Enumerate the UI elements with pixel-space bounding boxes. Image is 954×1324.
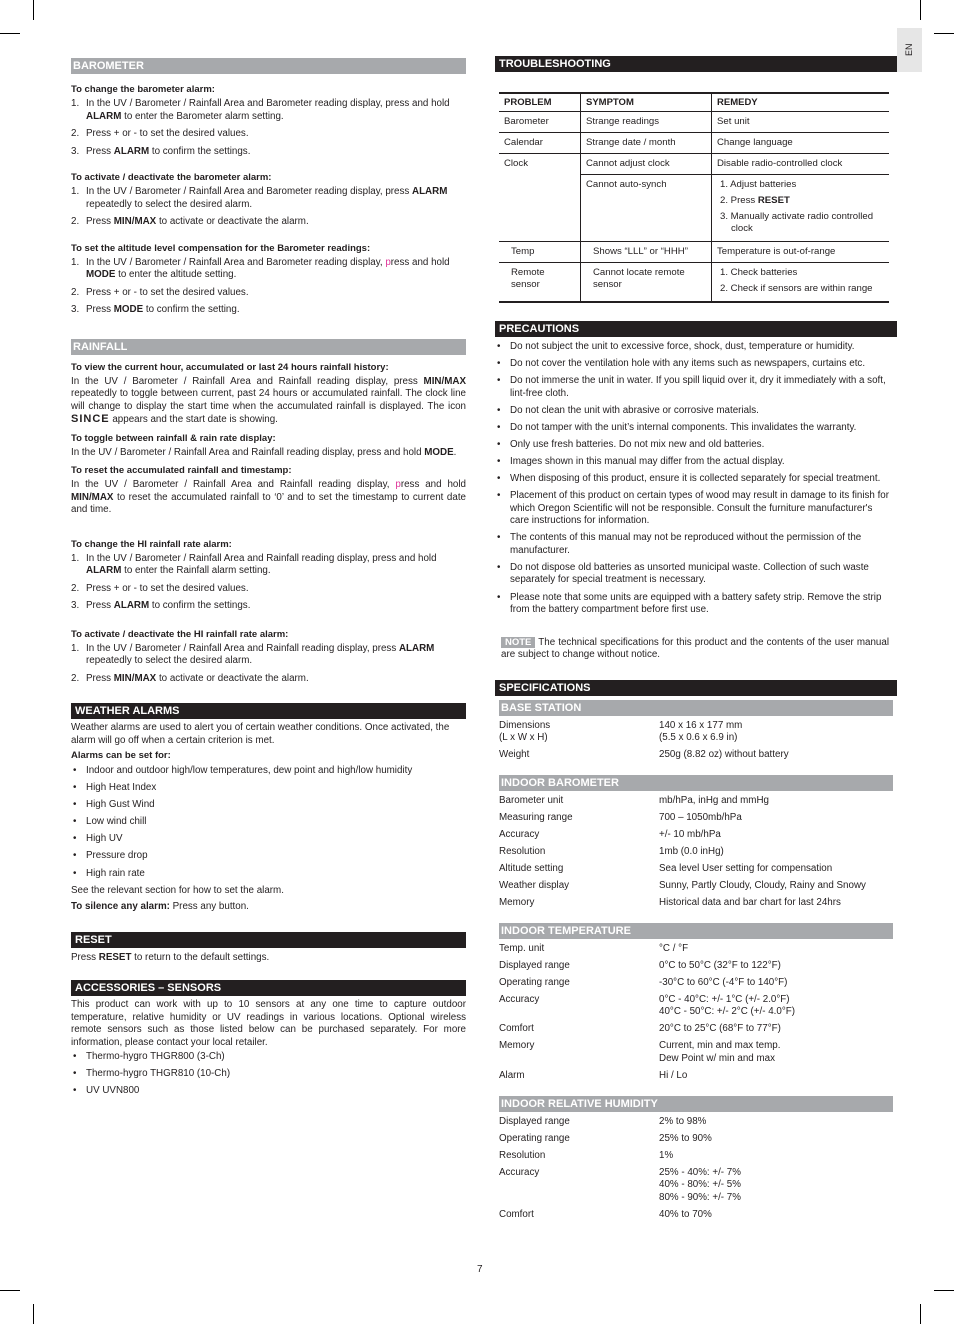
hi-rain-toggle-title: To activate / deactivate the HI rainfall rate alarm:	[71, 628, 289, 640]
spec-key: Operating range	[499, 1133, 570, 1144]
bullet-icon: •	[73, 1085, 77, 1097]
spec-key: Resolution	[499, 846, 546, 858]
spec-value: Hi / Lo	[659, 1069, 688, 1081]
list-item: • Do not subject the unit to excessive force, shock, dust, temperature or humidity.	[497, 341, 855, 352]
spec-value: 2% to 98%	[659, 1116, 707, 1128]
spec-value: 700 – 1050mb/hPa	[659, 812, 742, 824]
page-number: 7	[477, 1264, 483, 1275]
language-tab-label: EN	[904, 43, 914, 56]
spec-section-header: BASE STATION	[499, 700, 893, 716]
spec-row	[495, 1023, 897, 1036]
list-item: • High Gust Wind	[73, 799, 155, 811]
list-item: 1. In the UV / Barometer / Rainfall Area and Barometer reading display, press ALARM repeatedly to select the desired alarm.	[71, 186, 448, 210]
rainfall-rate-title: To toggle between rainfall & rain rate display:	[71, 432, 276, 444]
bullet-icon: •	[73, 799, 77, 811]
spec-key: Barometer unit	[499, 795, 564, 807]
list-item: • The contents of this manual may not be reproduced without the permission of the manufacturer.	[497, 532, 862, 556]
table-row: Clock Cannot adjust clock Disable radio-controlled clock	[499, 154, 889, 175]
barometer-header: BAROMETER	[71, 58, 466, 74]
troubleshooting-table	[499, 92, 889, 303]
list-item: • Low wind chill	[73, 816, 147, 828]
crop-mark	[934, 33, 954, 34]
spec-row	[495, 994, 897, 1019]
alarms-list	[71, 765, 466, 880]
note-badge: NOTE	[501, 637, 535, 648]
list-item: • High rain rate	[73, 867, 145, 879]
barometer-toggle-steps	[71, 186, 466, 229]
column-header: SYMPTOM	[581, 93, 712, 112]
spec-key: Comfort	[499, 1023, 534, 1035]
rainfall-view-text: In the UV / Barometer / Rainfall Area and Rainfall reading display, press MIN/MAX repeatedly to toggle between current, past 24 hours or accumulated rainfall. The clock line will change to display the start time when the accumulated rainfall is displayed. The icon SINCE appears and the start date is showing.	[71, 375, 466, 425]
altitude-steps	[71, 257, 466, 317]
spec-row	[495, 1116, 897, 1129]
list-item: • Pressure drop	[73, 850, 148, 862]
weather-alarms-intro: Weather alarms are used to alert you of certain weather conditions. Once activated, the alarm will go off when a certain criterion is met.	[71, 722, 450, 746]
spec-row	[495, 897, 897, 910]
spec-key: Memory	[499, 896, 535, 908]
list-item: 1. In the UV / Barometer / Rainfall Area and Barometer reading display, press and hold ALARM to enter the Barometer alarm setting.	[71, 98, 450, 122]
bullet-icon: •	[497, 591, 501, 603]
bullet-icon: •	[73, 833, 77, 845]
accessories-intro: This product can work with up to 10 sensors at any one time to capture outdoor temperature, relative humidity or UV readings in various locations. Optional wireless remote sensors such as those listed below can be purchased separately. For more information, please contact your local retailer.	[71, 999, 466, 1048]
crop-mark	[920, 1304, 921, 1324]
rainfall-reset-text: In the UV / Barometer / Rainfall Area and Rainfall reading display, press and hold MIN/MAX to reset the accumulated rainfall to ‘0’ and to set the timestamp to current date and time.	[71, 479, 466, 515]
spec-key: Operating range	[499, 977, 570, 989]
spec-value: 1%	[659, 1149, 674, 1161]
bullet-icon: •	[73, 816, 77, 828]
spec-key: Altitude setting	[499, 862, 564, 874]
spec-value: Sea level User setting for compensation	[659, 862, 833, 874]
spec-key: Displayed range	[499, 960, 570, 972]
list-item: • Do not cover the ventilation hole with any items such as newspapers, curtains etc.	[497, 358, 866, 370]
spec-value: Historical data and bar chart for last 24hrs	[659, 896, 841, 908]
spec-row	[495, 1150, 897, 1163]
spec-row	[495, 1070, 897, 1083]
spec-row	[495, 863, 897, 876]
hi-rain-alarm-title: To change the HI rainfall rate alarm:	[71, 538, 232, 550]
right-column	[495, 56, 897, 1226]
bullet-icon: •	[497, 375, 501, 387]
spec-row	[495, 1040, 897, 1065]
barometer-alarm-steps	[71, 98, 466, 158]
spec-key: Dimensions (L x W x H)	[499, 719, 551, 744]
spec-value: 25% - 40%: +/- 7% 40% - 80%: +/- 5% 80% - 90%: +/- 7%	[659, 1166, 741, 1203]
spec-row	[495, 960, 897, 973]
since-icon: SINCE	[71, 413, 110, 425]
spec-value: 140 x 16 x 177 mm (5.5 x 0.6 x 6.9 in)	[659, 719, 743, 744]
rainfall-header: RAINFALL	[71, 339, 466, 355]
rainfall-view-title: To view the current hour, accumulated or last 24 hours rainfall history:	[71, 361, 389, 373]
spec-section-header: INDOOR BAROMETER	[499, 775, 893, 791]
specifications-header: SPECIFICATIONS	[495, 680, 897, 696]
spec-key: Resolution	[499, 1149, 546, 1161]
precautions-list	[495, 341, 897, 617]
spec-key: Memory	[499, 1040, 535, 1052]
specifications-sections	[495, 700, 897, 1222]
spec-key: Weather display	[499, 879, 570, 891]
spec-value: -30°C to 60°C (-4°F to 140°F)	[659, 977, 788, 989]
table-row: Cannot auto-synch 1. Adjust batteries 2. Press RESET 3. Manually activate radio controlled clock	[499, 175, 889, 242]
spec-key: Alarm	[499, 1069, 525, 1081]
spec-row	[495, 943, 897, 956]
list-item: • When disposing of this product, ensure it is collected separately for special treatment.	[497, 473, 881, 485]
spec-value: 0°C - 40°C: +/- 1°C (+/- 2.0°F) 40°C - 50°C: +/- 2°C (+/- 4.0°F)	[659, 993, 795, 1018]
bullet-icon: •	[497, 341, 501, 352]
spec-row	[495, 846, 897, 859]
reset-header: RESET	[71, 932, 466, 948]
list-item: • High Heat Index	[73, 782, 157, 794]
spec-section-header: INDOOR RELATIVE HUMIDITY	[499, 1096, 893, 1112]
crop-mark	[0, 1290, 20, 1291]
list-item: • Do not clean the unit with abrasive or corrosive materials.	[497, 404, 759, 416]
barometer-toggle-title: To activate / deactivate the barometer alarm:	[71, 172, 272, 183]
spec-value: Current, min and max temp. Dew Point w/ min and max	[659, 1040, 781, 1064]
list-item: • Thermo-hygro THGR800 (3-Ch)	[73, 1051, 225, 1063]
crop-mark	[934, 1290, 954, 1291]
list-item: • Placement of this product on certain types of wood may result in damage to its finish for which Oregon Scientific will not be responsible. Consult the furniture manufacturer's care instructions for information.	[497, 490, 890, 527]
hi-rain-toggle-steps	[71, 643, 466, 686]
spec-value: 0°C to 50°C (32°F to 122°F)	[659, 960, 781, 972]
hi-rain-alarm-steps	[71, 553, 466, 613]
spec-row	[495, 977, 897, 990]
troubleshooting-header: TROUBLESHOOTING	[495, 56, 897, 72]
crop-mark	[0, 33, 20, 34]
spec-key: Accuracy	[499, 1166, 540, 1178]
sensors-list	[71, 1051, 466, 1098]
list-item: • Thermo-hygro THGR810 (10-Ch)	[73, 1068, 231, 1080]
spec-key: Comfort	[499, 1208, 534, 1220]
barometer-alarm-title: To change the barometer alarm:	[71, 84, 215, 95]
bullet-icon: •	[497, 532, 501, 544]
bullet-icon: •	[73, 850, 77, 862]
list-item: • Indoor and outdoor high/low temperatures, dew point and high/low humidity	[73, 765, 413, 776]
table-row: Calendar Strange date / month Change language	[499, 133, 889, 154]
list-item: 2. Press MIN/MAX to activate or deactivate the alarm.	[71, 672, 309, 684]
accessories-header: ACCESSORIES – SENSORS	[71, 980, 466, 996]
bullet-icon: •	[497, 490, 501, 502]
list-item: 2. Press + or - to set the desired values.	[71, 286, 249, 298]
list-item: • Only use fresh batteries. Do not mix new and old batteries.	[497, 438, 765, 450]
spec-key: Temp. unit	[499, 943, 545, 955]
spec-row	[495, 880, 897, 893]
note-text: NOTE The technical specifications for this product and the contents of the user manual are subject to change without notice.	[501, 636, 889, 661]
bullet-icon: •	[497, 421, 501, 433]
spec-value: 250g (8.82 oz) without battery	[659, 748, 789, 760]
spec-value: 1mb (0.0 inHg)	[659, 846, 724, 858]
list-item: 2. Press + or - to set the desired values.	[71, 128, 249, 139]
spec-value: 25% to 90%	[659, 1133, 712, 1144]
bullet-icon: •	[497, 358, 501, 370]
weather-alarms-header: WEATHER ALARMS	[71, 703, 466, 719]
spec-value: Sunny, Partly Cloudy, Cloudy, Rainy and Snowy	[659, 879, 866, 891]
list-item: 3. Press ALARM to confirm the settings.	[71, 600, 251, 611]
bullet-icon: •	[497, 438, 501, 450]
list-item: 3. Press ALARM to confirm the settings.	[71, 145, 251, 157]
bullet-icon: •	[73, 1051, 77, 1063]
table-row: Temp Shows “LLL” or “HHH” Temperature is out-of-range	[499, 242, 889, 263]
bullet-icon: •	[73, 867, 77, 879]
spec-key: Displayed range	[499, 1116, 570, 1128]
list-item: • Do not tamper with the unit’s internal components. This invalidates the warranty.	[497, 421, 857, 433]
bullet-icon: •	[73, 765, 77, 776]
list-item: • Do not immerse the unit in water. If you spill liquid over it, dry it immediately with a soft, lint-free cloth.	[497, 375, 886, 399]
spec-value: °C / °F	[659, 943, 689, 955]
rainfall-reset-title: To reset the accumulated rainfall and timestamp:	[71, 465, 292, 476]
bullet-icon: •	[497, 561, 501, 573]
bullet-icon: •	[497, 473, 501, 485]
list-item: 1. In the UV / Barometer / Rainfall Area and Rainfall reading display, press and hold ALARM to enter the Rainfall alarm setting.	[71, 552, 437, 576]
list-item: • High UV	[73, 833, 123, 845]
silence-text: To silence any alarm: Press any button.	[71, 901, 249, 913]
spec-row	[495, 795, 897, 808]
reset-text: Press RESET to return to the default settings.	[71, 951, 270, 963]
crop-mark	[33, 1304, 34, 1324]
spec-key: Weight	[499, 748, 530, 760]
bullet-icon: •	[497, 456, 501, 468]
column-header: REMEDY	[712, 93, 890, 112]
list-item: 1. In the UV / Barometer / Rainfall Area and Rainfall reading display, press ALARM repeatedly to select the desired alarm.	[71, 642, 435, 666]
spec-row	[495, 1133, 897, 1146]
crop-mark	[33, 0, 34, 20]
spec-value: +/- 10 mb/hPa	[659, 829, 721, 841]
spec-row	[495, 812, 897, 825]
list-item: • Do not dispose old batteries as unsorted municipal waste. Collection of such waste separately for special treatment is necessary.	[497, 561, 869, 586]
spec-row	[495, 1167, 897, 1205]
spec-row	[495, 1209, 897, 1222]
table-row: Barometer Strange readings Set unit	[499, 112, 889, 133]
list-item: 2. Press MIN/MAX to activate or deactivate the alarm.	[71, 216, 309, 227]
spec-row	[495, 749, 897, 762]
altitude-title: To set the altitude level compensation for the Barometer readings:	[71, 242, 371, 254]
spec-row	[495, 829, 897, 842]
weather-alarms-see: See the relevant section for how to set the alarm.	[71, 884, 284, 896]
spec-key: Accuracy	[499, 993, 540, 1005]
list-item: • UV UVN800	[73, 1085, 140, 1097]
left-column	[71, 58, 466, 1102]
bullet-icon: •	[73, 782, 77, 794]
bullet-icon: •	[497, 404, 501, 416]
spec-section-header: INDOOR TEMPERATURE	[499, 923, 893, 939]
list-item: 2. Press + or - to set the desired values.	[71, 582, 249, 594]
spec-value: mb/hPa, inHg and mmHg	[659, 795, 769, 807]
table-header-row	[499, 93, 889, 112]
rainfall-rate-text: In the UV / Barometer / Rainfall Area and Rainfall reading display, press and hold MODE.	[71, 446, 457, 458]
alarms-list-title: Alarms can be set for:	[71, 750, 171, 761]
list-item: 1. In the UV / Barometer / Rainfall Area and Barometer reading display, press and hold MODE to enter the altitude setting.	[71, 256, 450, 280]
spec-key: Accuracy	[499, 829, 540, 841]
spec-key: Measuring range	[499, 812, 573, 824]
table-row: Remote sensor Cannot locate remote sensor 1. Check batteries 2. Check if sensors are within range	[499, 263, 889, 303]
list-item: • Please note that some units are equipped with a battery safety strip. Remove the strip from the battery compartment before first use.	[497, 591, 882, 616]
spec-row	[495, 720, 897, 745]
language-tab	[897, 28, 922, 72]
precautions-header: PRECAUTIONS	[495, 321, 897, 337]
list-item: • Images shown in this manual may differ from the actual display.	[497, 456, 785, 468]
spec-value: 40% to 70%	[659, 1208, 712, 1220]
spec-value: 20°C to 25°C (68°F to 77°F)	[659, 1023, 781, 1035]
crop-mark	[920, 0, 921, 20]
column-header: PROBLEM	[499, 93, 581, 112]
bullet-icon: •	[73, 1068, 77, 1080]
list-item: 3. Press MODE to confirm the setting.	[71, 304, 240, 315]
